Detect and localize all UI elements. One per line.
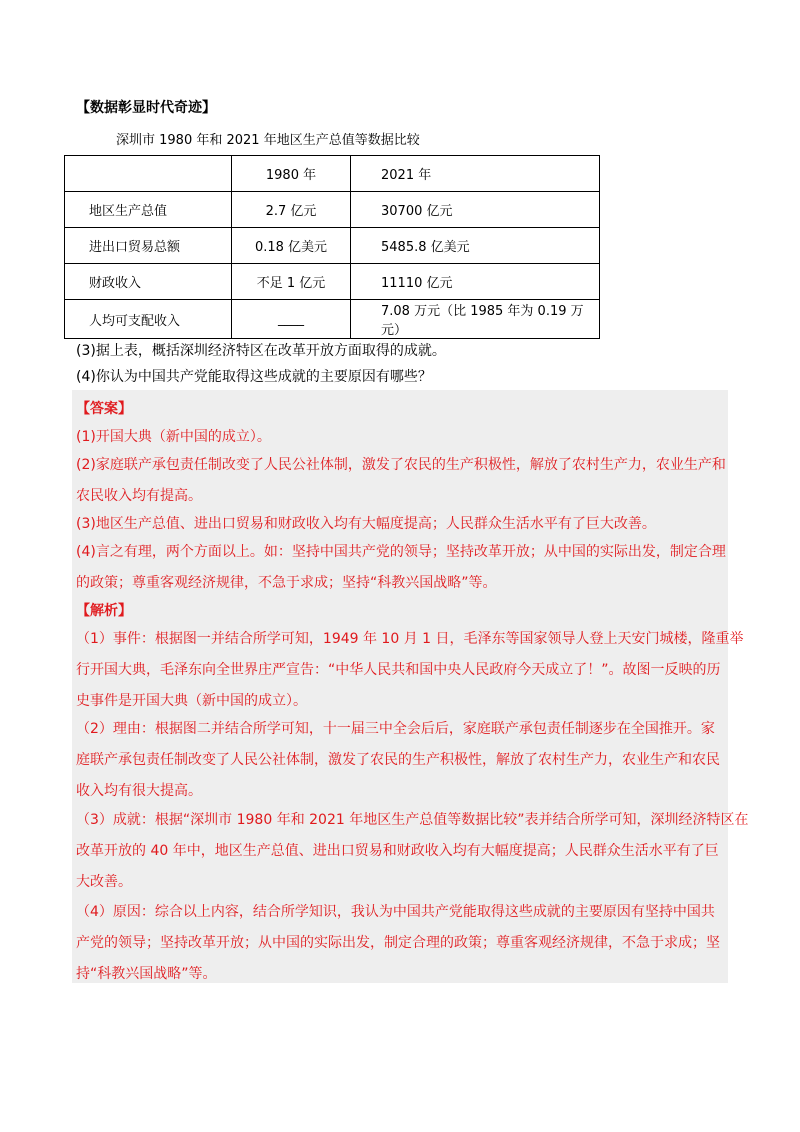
analysis-3-line-1: （3）成就：根据“深圳市 1980 年和 2021 年地区生产总值等数据比较”表并结合所学可知，深圳经济特区在	[76, 812, 749, 828]
table-header-cell: 2021 年	[351, 156, 600, 192]
table-cell: 11110 亿元	[351, 264, 600, 300]
analysis-1-line-2: 行开国大典，毛泽东向全世界庄严宣告：“中华人民共和国中央人民政府今天成立了！”。故图一反映的历	[76, 662, 721, 678]
answer-2-line-1: (2)家庭联产承包责任制改变了人民公社体制，激发了农民的生产积极性，解放了农村生产力，农业生产和	[76, 457, 726, 473]
analysis-4-line-1: （4）原因：综合以上内容，结合所学知识，我认为中国共产党能取得这些成就的主要原因有坚持中国共	[76, 904, 715, 920]
answer-3: (3)地区生产总值、进出口贸易和财政收入均有大幅度提高；人民群众生活水平有了巨大改善。	[76, 516, 656, 532]
table-row	[65, 264, 600, 300]
table-cell: 2.7 亿元	[232, 192, 351, 228]
analysis-title: 【解析】	[76, 603, 132, 619]
table-cell: 进出口贸易总额	[65, 228, 232, 264]
analysis-2-line-3: 收入均有很大提高。	[76, 783, 202, 799]
table-cell: 财政收入	[65, 264, 232, 300]
answer-1: (1)开国大典（新中国的成立）。	[76, 429, 271, 445]
table-cell: ____	[232, 300, 351, 339]
table-header-cell	[65, 156, 232, 192]
table-cell: 5485.8 亿美元	[351, 228, 600, 264]
table-cell: 人均可支配收入	[65, 300, 232, 339]
table-cell: 30700 亿元	[351, 192, 600, 228]
analysis-4-line-2: 产党的领导；坚持改革开放；从中国的实际出发，制定合理的政策；尊重客观经济规律，不急于求成；坚	[76, 935, 720, 951]
table-cell: 7.08 万元（比 1985 年为 0.19 万元）	[351, 300, 600, 339]
analysis-2-line-2: 庭联产承包责任制改变了人民公社体制，激发了农民的生产积极性，解放了农村生产力，农业生产和农民	[76, 752, 720, 768]
analysis-1-line-1: （1）事件：根据图一并结合所学可知，1949 年 10 月 1 日，毛泽东等国家领导人登上天安门城楼，隆重举	[76, 631, 744, 647]
table-row	[65, 300, 600, 339]
answer-4-line-2: 的政策；尊重客观经济规律，不急于求成；坚持“科教兴国战略”等。	[76, 575, 497, 591]
table-cell: 地区生产总值	[65, 192, 232, 228]
answer-2-line-2: 农民收入均有提高。	[76, 488, 202, 504]
table-row	[65, 228, 600, 264]
table-cell: 0.18 亿美元	[232, 228, 351, 264]
analysis-4-line-3: 持“科教兴国战略”等。	[76, 966, 217, 982]
table-cell: 不足 1 亿元	[232, 264, 351, 300]
table-header-row	[65, 156, 600, 192]
section-title: 【数据彰显时代奇迹】	[76, 100, 216, 116]
table-row	[65, 192, 600, 228]
answer-background	[72, 390, 728, 983]
answer-title: 【答案】	[76, 401, 132, 417]
table-caption: 深圳市 1980 年和 2021 年地区生产总值等数据比较	[116, 133, 420, 148]
analysis-3-line-2: 改革开放的 40 年中，地区生产总值、进出口贸易和财政收入均有大幅度提高；人民群众生活水平有了巨	[76, 843, 719, 859]
analysis-2-line-1: （2）理由：根据图二并结合所学可知，十一届三中全会后后，家庭联产承包责任制逐步在全国推开。家	[76, 721, 715, 737]
analysis-3-line-3: 大改善。	[76, 874, 132, 890]
table-header-cell: 1980 年	[232, 156, 351, 192]
question-4: (4)你认为中国共产党能取得这些成就的主要原因有哪些？	[76, 369, 432, 385]
analysis-1-line-3: 史事件是开国大典（新中国的成立）。	[76, 693, 307, 709]
question-3: (3)据上表，概括深圳经济特区在改革开放方面取得的成就。	[76, 343, 446, 359]
data-table	[64, 155, 600, 339]
answer-4-line-1: (4)言之有理，两个方面以上。如：坚持中国共产党的领导；坚持改革开放；从中国的实际出发，制定合理	[76, 544, 726, 560]
